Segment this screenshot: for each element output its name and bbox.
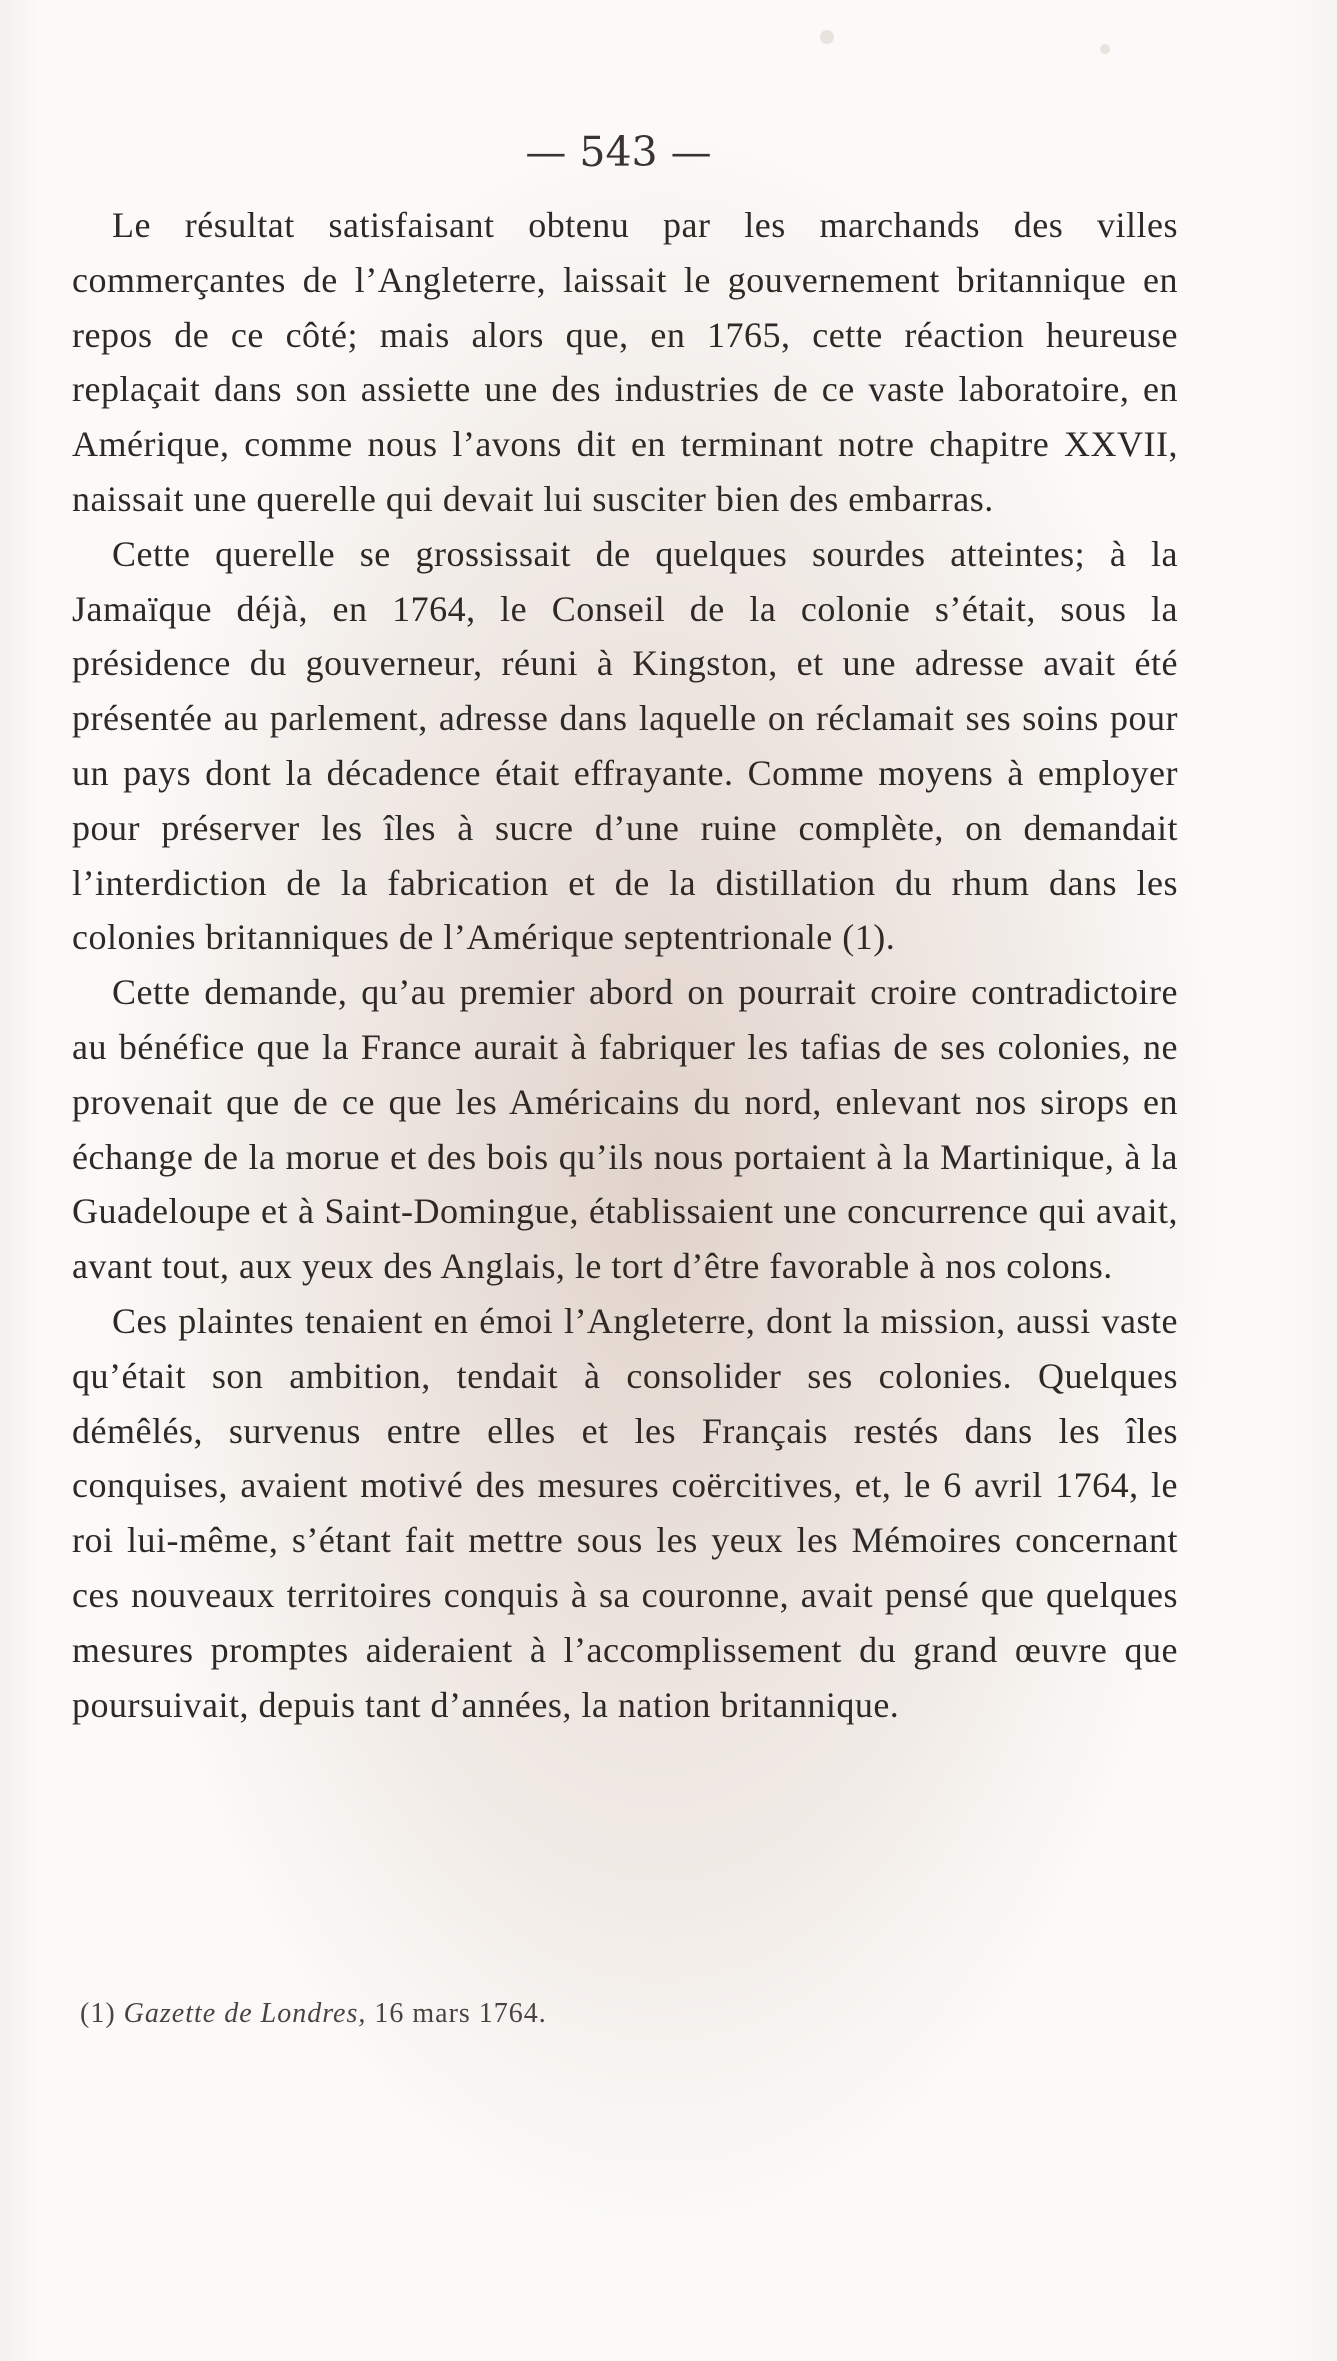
footnote-marker: (1) bbox=[80, 1998, 116, 2029]
paragraph: Le résultat satisfaisant obtenu par les marchands des villes commerçantes de l’Angleterre, laissait le gouvernement britannique en repos de ce côté; mais alors que, en 1765, cette réaction heureuse replaçait dans son assiette une des industries de ce vaste laboratoire, en Amérique, comme nous l’avons dit en terminant notre chapitre XXVII, naissait une querelle qui devait lui susciter bien des embarras. bbox=[72, 205, 1178, 519]
paragraph: Ces plaintes tenaient en émoi l’Angleterre, dont la mission, aussi vaste qu’était son ambition, tendait à consolider ses colonies. Quelques démêlés, survenus entre elles et les Français restés dans les îles conquises, avaient motivé des mesures coërcitives, et, le 6 avril 1764, le roi lui-même, s’étant fait mettre sous les yeux les Mémoires concernant ces nouveaux territoires conquis à sa couronne, avait pensé que quelques mesures promptes aideraient à l’accomplissement du grand œuvre que poursuivait, depuis tant d’années, la nation britannique. bbox=[72, 1300, 1178, 1725]
paper-stain bbox=[820, 30, 834, 44]
footnote-source: Gazette de Londres, bbox=[123, 1998, 367, 2029]
page-number: — 543 — bbox=[525, 128, 712, 176]
paragraph: Cette demande, qu’au premier abord on pourrait croire contradictoire au bénéfice que la France aurait à fabriquer les tafias de ses colonies, ne provenait que de ce que les Américains du nord, enlevant nos sirops en échange de la morue et des bois qu’ils nous portaient à la Martinique, à la Guadeloupe et à Saint-Domingue, établissaient une concurrence qui avait, avant tout, aux yeux des Anglais, le tort d’être favorable à nos colons. bbox=[72, 972, 1178, 1287]
paragraph: Cette querelle se grossissait de quelques sourdes atteintes; à la Jamaïque déjà, en 1764, le Conseil de la colonie s’était, sous la présidence du gouverneur, réuni à Kingston, et une adresse avait été présentée au parlement, adresse dans laquelle on réclamait ses soins pour un pays dont la décadence était effrayante. Comme moyens à employer pour préserver les îles à sucre d’une ruine complète, on demandait l’interdiction de la fabrication et de la distillation du rhum dans les colonies britanniques de l’Amérique septentrionale (1). bbox=[72, 533, 1178, 958]
body-text bbox=[72, 198, 1178, 1732]
footnote-date: 16 mars 1764. bbox=[374, 1998, 547, 2029]
paper-stain bbox=[1100, 44, 1110, 54]
footnote bbox=[80, 1998, 1080, 2030]
